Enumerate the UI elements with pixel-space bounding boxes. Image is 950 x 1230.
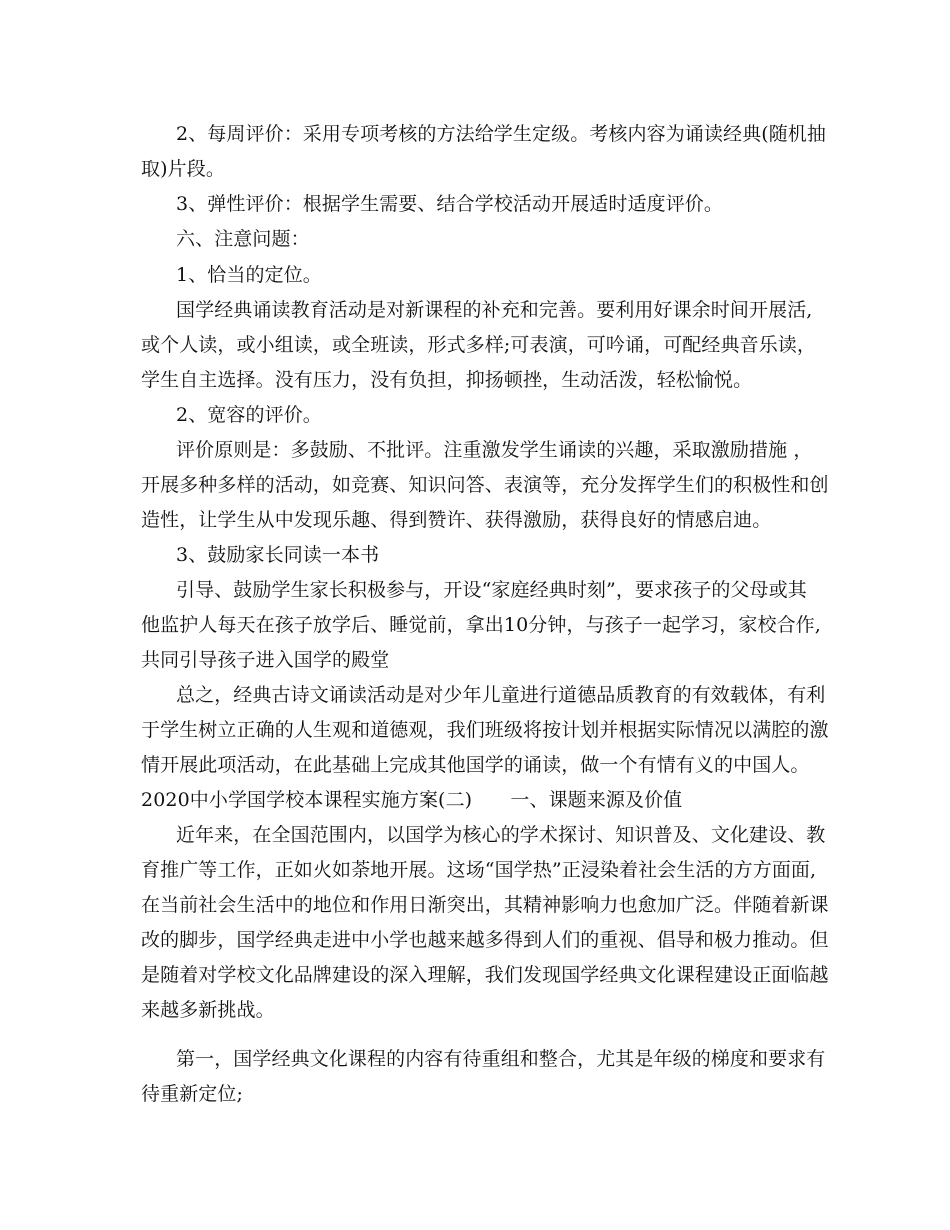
text-line: 3、弹性评价：根据学生需要、结合学校活动开展适时适度评价。 (176, 193, 723, 215)
subsection-heading: 2、宽容的评价。 (176, 404, 322, 426)
text-line: 情开展此项活动，在此基础上完成其他国学的诵读，做一个有情有义的中国人。 (141, 754, 810, 776)
text-line: 引导、鼓励学生家长积极参与，开设“家庭经典时刻”，要求孩子的父母或其 (176, 579, 807, 601)
text-line: 第一，国学经典文化课程的内容有待重组和整合，尤其是年级的梯度和要求有 (176, 1048, 826, 1070)
text-line: 开展多种多样的活动，如竞赛、知识问答、表演等，充分发挥学生们的积极性和创 (141, 474, 829, 496)
text-line: 在当前社会生活中的地位和作用日渐突出，其精神影响力也愈加广泛。伴随着新课 (141, 894, 829, 916)
section-heading: 六、注意问题： (176, 228, 310, 250)
subsection-heading: 3、鼓励家长同读一本书 (176, 544, 380, 566)
text-line: 国学经典诵读教育活动是对新课程的补充和完善。要利用好课余时间开展活, (176, 299, 813, 321)
text-line: 他监护人每天在孩子放学后、睡觉前，拿出10分钟，与孩子一起学习，家校合作, (141, 614, 821, 636)
text-line: 取)片段。 (141, 158, 225, 180)
text-line: 育推广等工作，正如火如荼地开展。这场“国学热”正浸染着社会生活的方方面面, (141, 859, 817, 881)
subsection-heading: 1、恰当的定位。 (176, 264, 322, 286)
text-line: 改的脚步，国学经典走进中小学也越来越多得到人们的重视、倡导和极力推动。但 (141, 929, 829, 951)
text-line: 学生自主选择。没有压力，没有负担，抑扬顿挫，生动活泼，轻松愉悦。 (141, 369, 753, 391)
text-line: 待重新定位; (141, 1083, 244, 1105)
text-line: 来越多新挑战。 (141, 999, 275, 1021)
document-title-line: 2020中小学国学校本课程实施方案(二) 一、课题来源及价值 (141, 789, 683, 811)
text-line: 评价原则是：多鼓励、不批评。注重激发学生诵读的兴趣，采取激励措施 ， (176, 439, 813, 461)
text-line: 或个人读，或小组读，或全班读，形式多样;可表演，可吟诵，可配经典音乐读， (141, 334, 817, 356)
text-line: 近年来，在全国范围内，以国学为核心的学术探讨、知识普及、文化建设、教 (176, 824, 826, 846)
text-line: 总之，经典古诗文诵读活动是对少年儿童进行道德品质教育的有效载体，有利 (176, 684, 826, 706)
text-line: 于学生树立正确的人生观和道德观，我们班级将按计划并根据实际情况以满腔的激 (141, 719, 829, 741)
text-line: 造性，让学生从中发现乐趣、得到赞许、获得激励，获得良好的情感启迪。 (141, 509, 772, 531)
text-line: 是随着对学校文化品牌建设的深入理解，我们发现国学经典文化课程建设正面临越 (141, 964, 829, 986)
text-line: 共同引导孩子进入国学的殿堂 (141, 649, 390, 671)
text-line: 2、每周评价：采用专项考核的方法给学生定级。考核内容为诵读经典(随机抽 (176, 123, 827, 145)
